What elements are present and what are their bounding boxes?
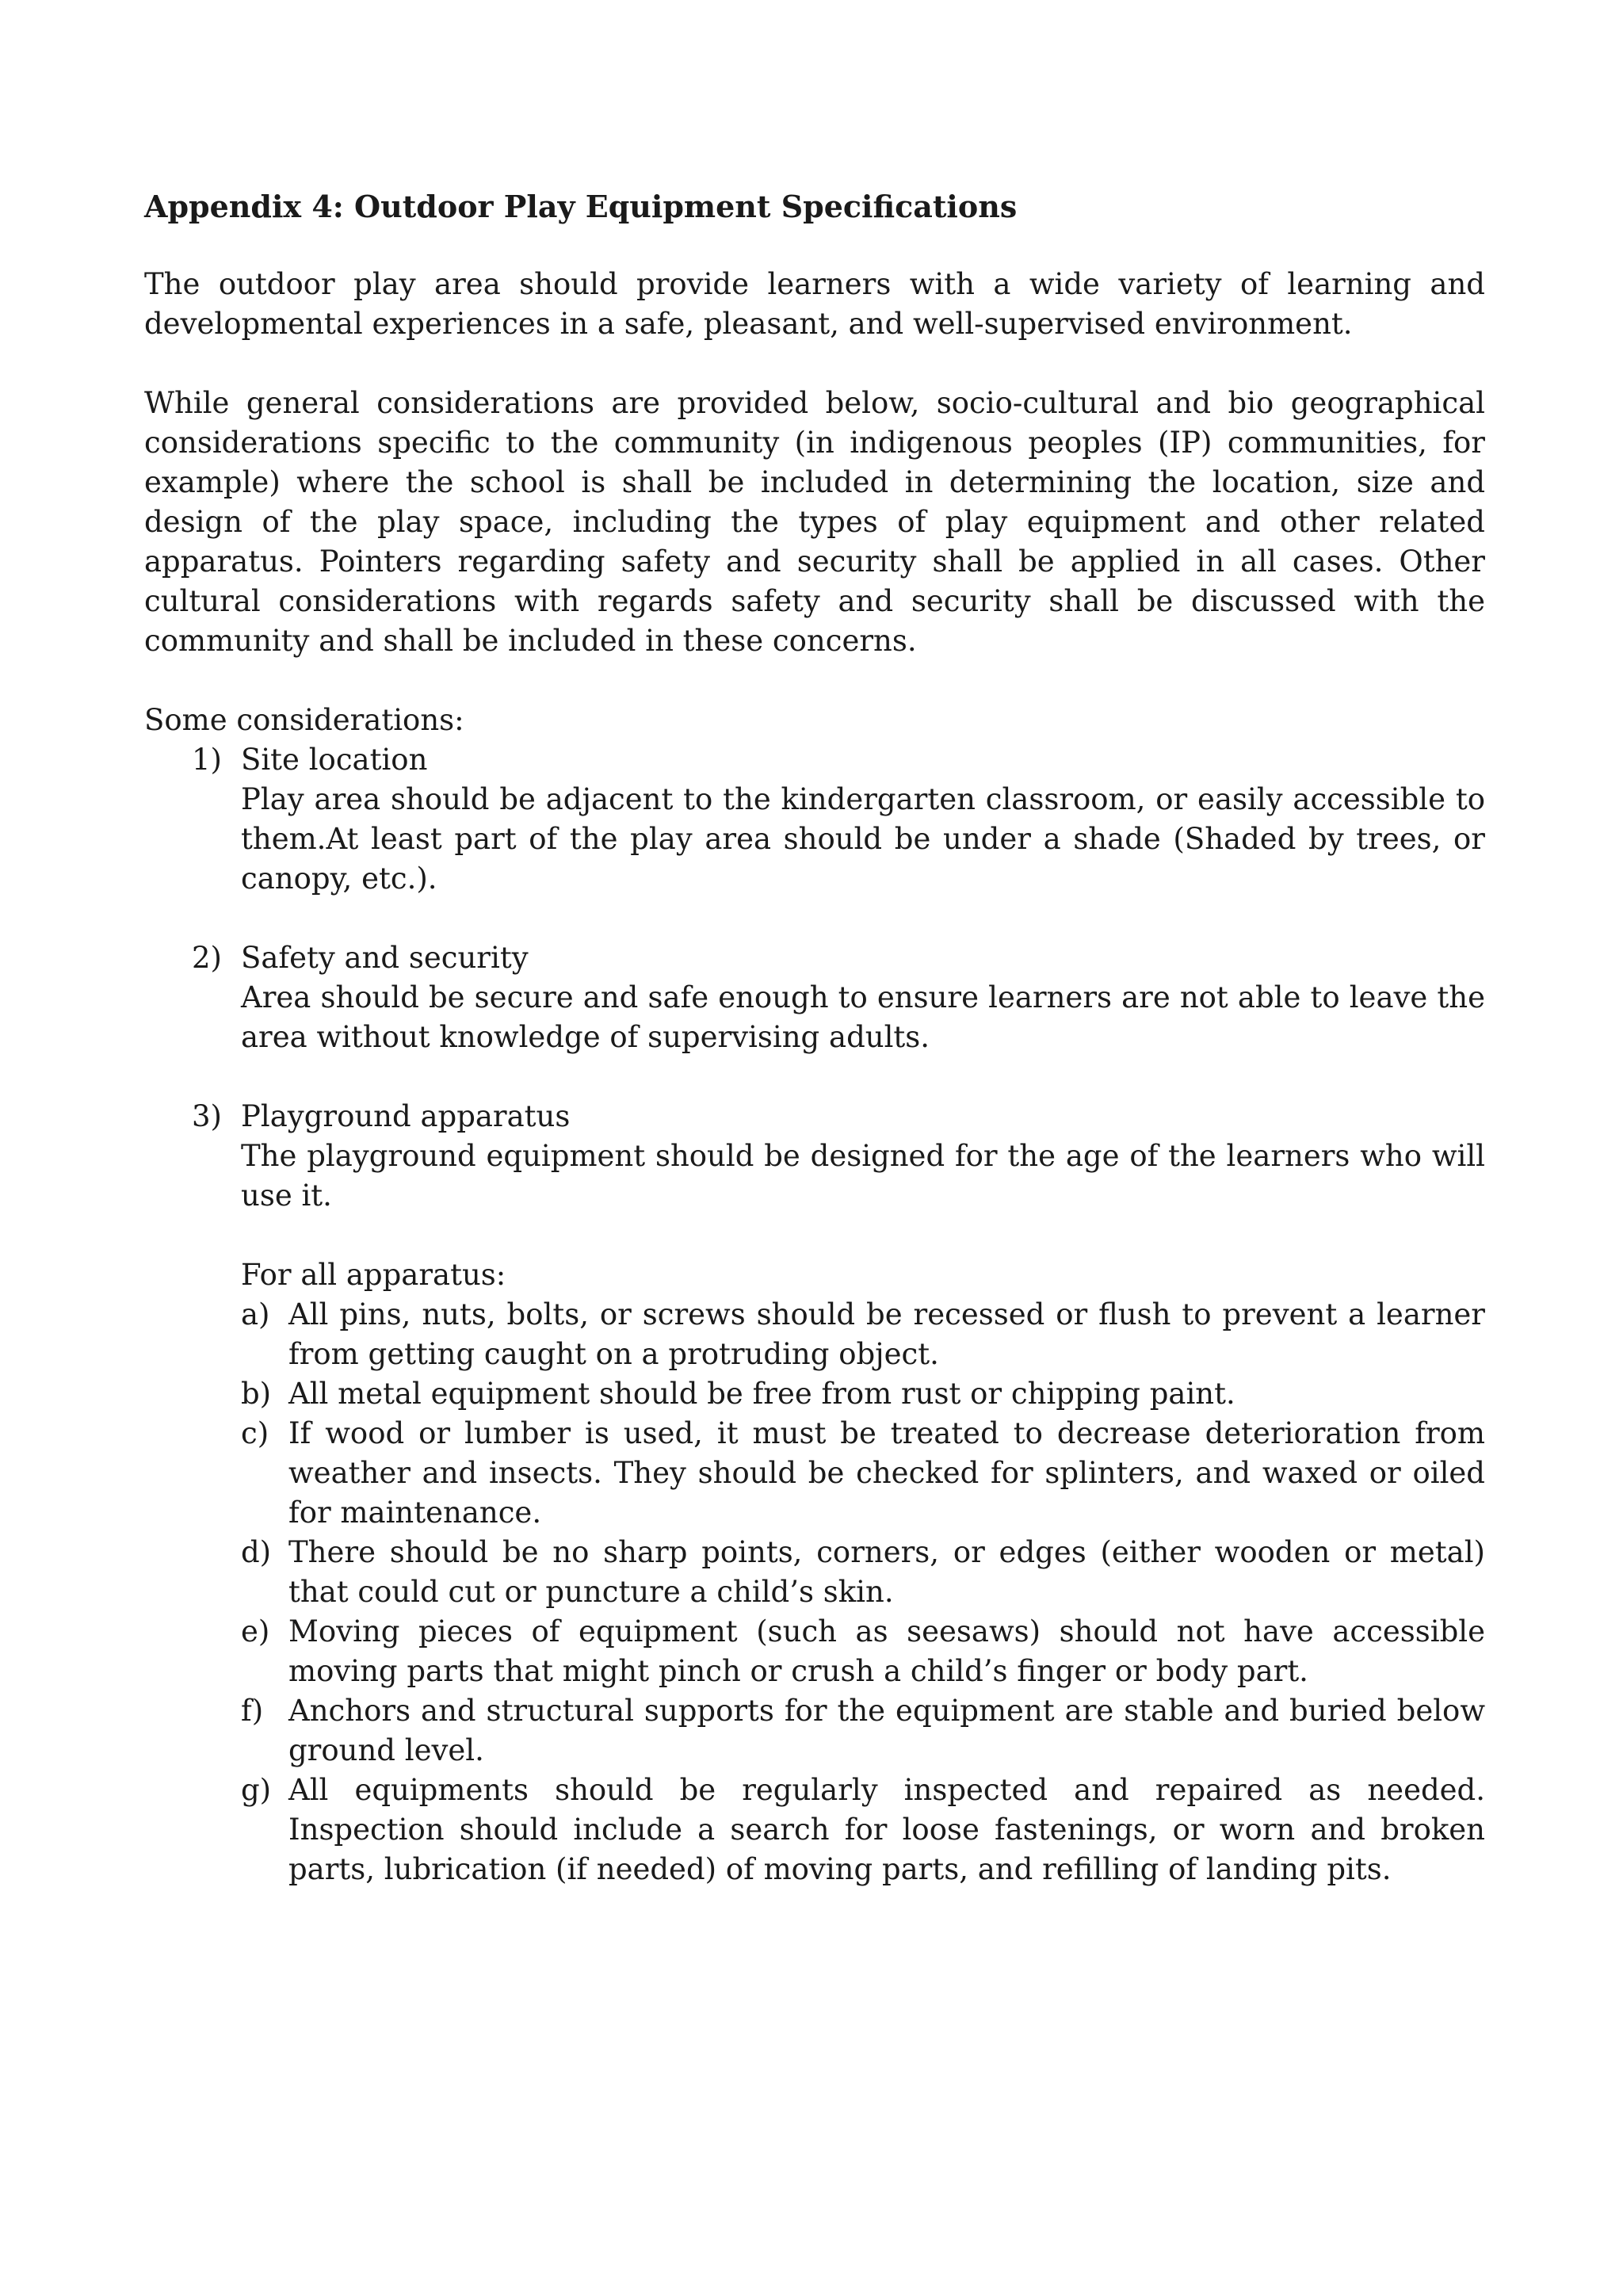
list-marker: d) — [241, 1535, 272, 1569]
intro-paragraph: The outdoor play area should provide learners with a wide variety of learning and developmental experiences in a safe, pleasant, and well-supervised environment. — [144, 267, 1485, 341]
list-item-site-location — [144, 740, 1485, 899]
list-marker: e) — [241, 1614, 270, 1648]
list-marker: 1) — [192, 743, 222, 777]
apparatus-item — [144, 1691, 1485, 1771]
apparatus-item — [144, 1414, 1485, 1533]
item-body: The playground equipment should be designed for the age of the learners who will use it. — [241, 1139, 1485, 1213]
apparatus-item — [144, 1771, 1485, 1889]
document-page — [144, 187, 1485, 1929]
apparatus-item-text: If wood or lumber is used, it must be treated to decrease deterioration from weather and insects. They should be checked for splinters, and waxed or oiled for maintenance. — [288, 1416, 1485, 1530]
item-body: Area should be secure and safe enough to ensure learners are not able to leave the area without knowledge of supervising adults. — [241, 980, 1485, 1054]
apparatus-list — [144, 1295, 1485, 1889]
list-item-safety-security — [144, 938, 1485, 1057]
list-marker: f) — [241, 1694, 264, 1728]
list-intro: Some considerations: — [144, 703, 464, 737]
apparatus-item-text: All metal equipment should be free from rust or chipping paint. — [288, 1377, 1235, 1411]
apparatus-item — [144, 1374, 1485, 1414]
apparatus-item-text: Anchors and structural supports for the equipment are stable and buried below ground level. — [288, 1694, 1485, 1767]
list-marker: a) — [241, 1297, 270, 1331]
list-marker: 3) — [192, 1099, 222, 1133]
apparatus-intro: For all apparatus: — [241, 1258, 506, 1292]
apparatus-item-text: All pins, nuts, bolts, or screws should be recessed or flush to prevent a learner from getting caught on a protruding object. — [288, 1297, 1485, 1371]
apparatus-item — [144, 1295, 1485, 1374]
list-marker: b) — [241, 1377, 272, 1411]
list-marker: 2) — [192, 941, 222, 975]
apparatus-item — [144, 1612, 1485, 1691]
page-title: Appendix 4: Outdoor Play Equipment Specifications — [144, 189, 1018, 224]
apparatus-item-text: There should be no sharp points, corners, or edges (either wooden or metal) that could cut or puncture a child’s skin. — [288, 1535, 1485, 1609]
list-marker: c) — [241, 1416, 269, 1450]
considerations-list — [144, 740, 1485, 1889]
list-item-playground-apparatus — [144, 1097, 1485, 1889]
apparatus-item-text: All equipments should be regularly inspected and repaired as needed. Inspection should include a search for loose fastenings, or worn and broken parts, lubrication (if needed) of moving parts, and refilling of landing pits. — [288, 1773, 1485, 1886]
item-heading: Safety and security — [241, 941, 529, 975]
item-body: Play area should be adjacent to the kindergarten classroom, or easily accessible to them.At least part of the play area should be under a shade (Shaded by trees, or canopy, etc.). — [241, 782, 1485, 896]
apparatus-item — [144, 1533, 1485, 1612]
apparatus-item-text: Moving pieces of equipment (such as seesaws) should not have accessible moving parts that might pinch or crush a child’s finger or body part. — [288, 1614, 1485, 1688]
item-heading: Playground apparatus — [241, 1099, 571, 1133]
considerations-paragraph: While general considerations are provided below, socio-cultural and bio geographical considerations specific to the community (in indigenous peoples (IP) communities, for example) where the school is shall be included in determining the location, size and design of the play space, including the types of play equipment and other related apparatus. Pointers regarding safety and security shall be applied in all cases. Other cultural considerations with regards safety and security shall be discussed with the community and shall be included in these concerns. — [144, 386, 1485, 658]
item-heading: Site location — [241, 743, 428, 777]
list-marker: g) — [241, 1773, 272, 1807]
